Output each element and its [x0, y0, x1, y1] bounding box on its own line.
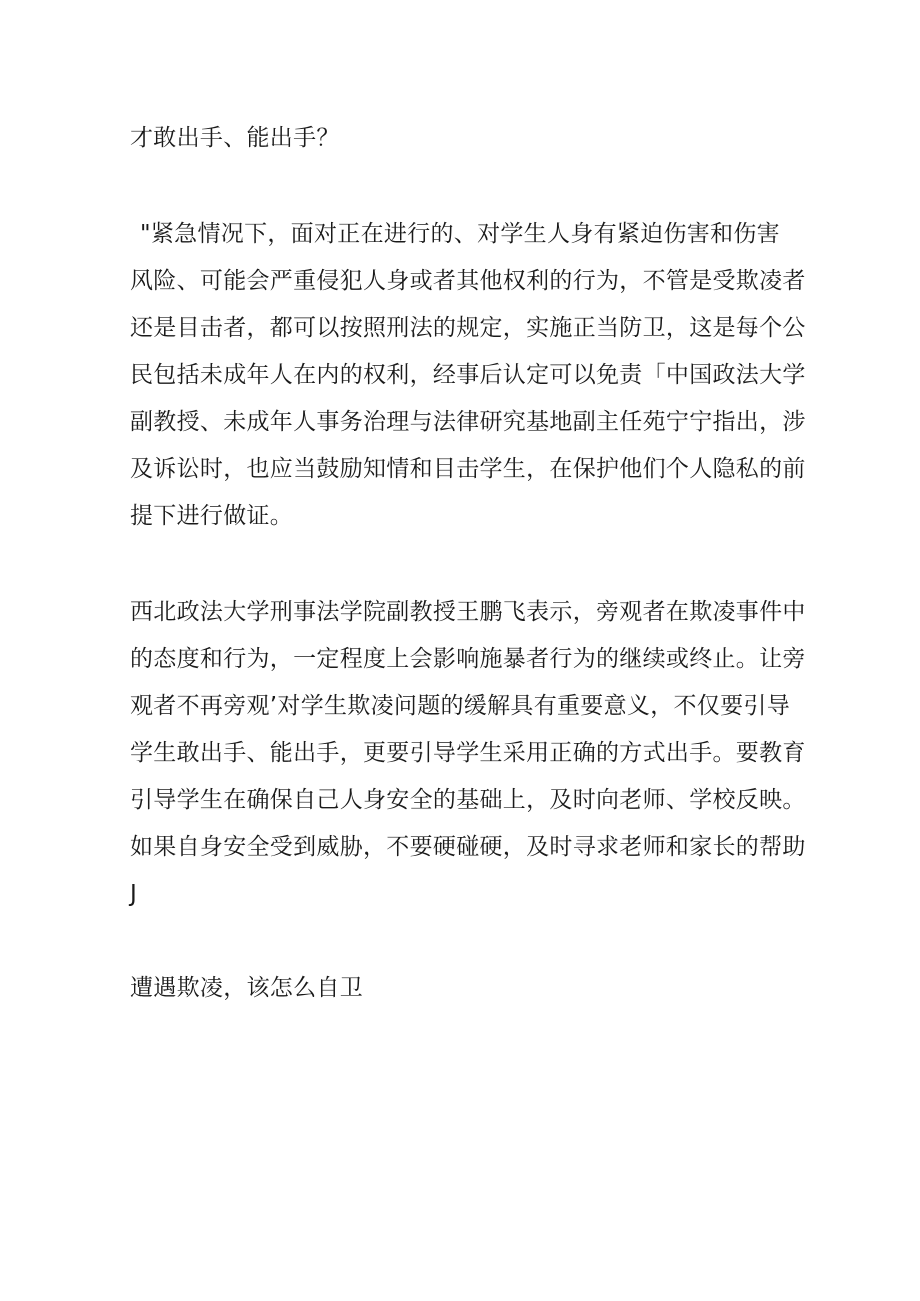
paragraph-1-line: 副教授、未成年人事务治理与法律研究基地副主任苑宁宁指出，涉 [130, 409, 806, 435]
section-heading-bottom: 遭遇欺凌，该怎么自卫 [130, 975, 363, 1001]
paragraph-2-line: 如果自身安全受到威胁，不要硬碰硬，及时寻求老师和家长的帮助 [130, 834, 806, 860]
paragraph-1-line: 及诉讼时，也应当鼓励知情和目击学生，在保护他们个人隐私的前 [130, 456, 806, 482]
paragraph-1-line: 提下进行做证。 [130, 503, 294, 529]
paragraph-2-line: 引导学生在确保自己人身安全的基础上，及时向老师、学校反映。 [130, 787, 806, 813]
paragraph-2-line: 的态度和行为，一定程度上会影响施暴者行为的继续或终止。让旁 [130, 646, 806, 672]
paragraph-2-line: 西北政法大学刑事法学院副教授王鹏飞表示，旁观者在欺凌事件中 [130, 599, 806, 625]
paragraph-1-line: 民包括未成年人在内的权利，经事后认定可以免责「中国政法大学 [130, 362, 806, 388]
paragraph-2-line: J [130, 881, 138, 907]
section-heading-top: 才敢出手、能出手？ [130, 125, 340, 151]
paragraph-2-line: 观者不再旁观’对学生欺凌问题的缓解具有重要意义，不仅要引导 [130, 693, 791, 719]
paragraph-1-line: 还是目击者，都可以按照刑法的规定，实施正当防卫，这是每个公 [130, 315, 806, 341]
paragraph-1-line: 风险、可能会严重侵犯人身或者其他权利的行为，不管是受欺凌者 [130, 268, 806, 294]
paragraph-2-line: 学生敢出手、能出手，更要引导学生采用正确的方式出手。要教育 [130, 740, 806, 766]
paragraph-1-line: "紧急情况下，面对正在进行的、对学生人身有紧迫伤害和伤害 [140, 221, 780, 247]
